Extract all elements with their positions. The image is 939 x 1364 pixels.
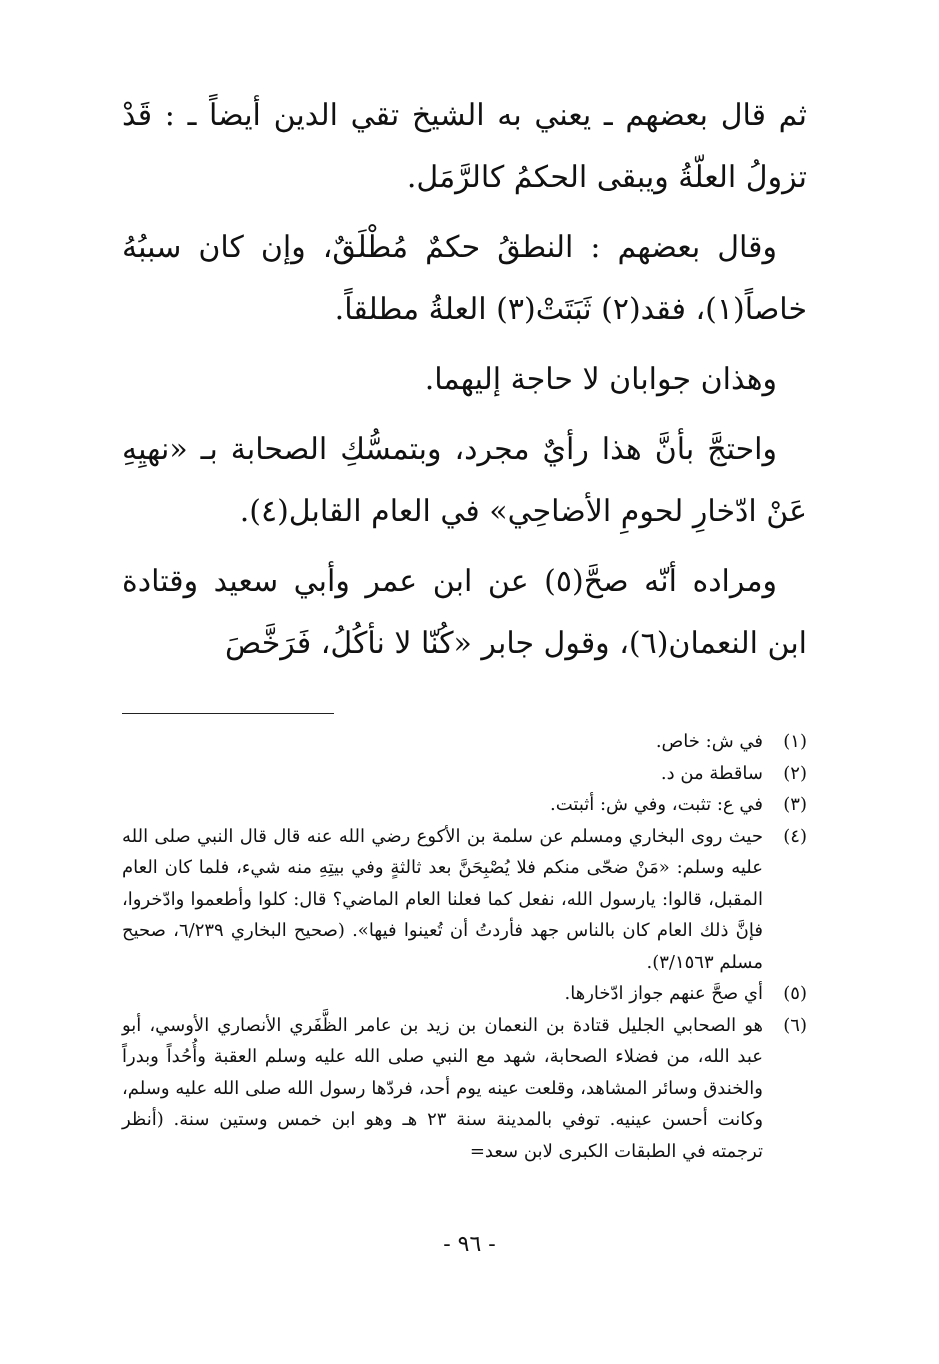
footnote-text: في ش: خاص. bbox=[655, 731, 763, 752]
footnote-number: (٤) bbox=[783, 825, 807, 847]
paragraph-4: واحتجَّ بأنَّ هذا رأيٌ مجرد، وبتمسُّكِ الصحابة بـ «نهيِهِ عَنْ ادّخارِ لحومِ الأضاحِي» في العام القابل(٤). bbox=[122, 432, 807, 529]
footnote-4 bbox=[122, 821, 807, 979]
main-text bbox=[122, 85, 807, 675]
footnote-text: ساقطة من د. bbox=[660, 762, 763, 784]
footnote-separator-wrap bbox=[122, 683, 807, 726]
paragraph-3: وهذان جوابان لا حاجة إليهما. bbox=[424, 362, 777, 397]
footnote-separator bbox=[122, 713, 334, 714]
paragraph-1: ثم قال بعضهم ـ يعني به الشيخ تقي الدين أيضاً ـ : قَدْ تزولُ العلّةُ ويبقى الحكمُ كالرَّمَل. bbox=[122, 98, 807, 195]
footnote-text: في ع: تثبت، وفي ش: أثبتت. bbox=[550, 794, 763, 815]
footnote-2 bbox=[122, 758, 807, 790]
footnote-3 bbox=[122, 789, 807, 821]
paragraph-5: ومراده أنّه صحَّ(٥) عن ابن عمر وأبي سعيد وقتادة ابن النعمان(٦)، وقول جابر «كُنّا لا نأكُلُ، فَرَخَّصَ bbox=[122, 564, 807, 661]
footnote-number: (٦) bbox=[783, 1014, 807, 1036]
footnote-number: (٥) bbox=[783, 983, 807, 1004]
footnote-text: هو الصحابي الجليل قتادة بن النعمان بن زيد بن عامر الظَّفَري الأنصاري الأوسي، أبو عبد الله، من فضلاء الصحابة، شهد مع النبي صلى الله عليه وسلم العقبة وأُحُداً وبدراً والخندق وسائر المشاهد، وقلعت عينه يوم أحد، فردّها رسول الله صلى الله عليه وسلم، وكانت أحسن عينيه. توفي بالمدينة سنة ٢٣ هـ وهو ابن خمس وستين سنة. (أنظر ترجمته في الطبقات الكبرى لابن سعد= bbox=[122, 1014, 764, 1162]
footnote-text: حيث روى البخاري ومسلم عن سلمة بن الأكوع رضي الله عنه قال قال النبي صلى الله عليه وسلم: «مَنْ ضحّى منكم فلا يُصْبِحَنَّ بعد ثالثةٍ وفي بيتِهِ منه شيء، فلما كان العام المقبل، قالوا: يارسول الله، نفعل كما فعلنا العام الماضي؟ قال: كلوا وأطعموا وادّخروا، فإنَّ ذلك العام كان بالناس جهد فأردتُ أن تُعينوا فيها». (صحيح البخاري ٦/٢٣٩، صحيح مسلم ٣/١٥٦٣). bbox=[122, 825, 763, 973]
page-number: - ٩٦ - bbox=[443, 1232, 496, 1257]
footnote-number: (٣) bbox=[783, 794, 807, 815]
footnote-1 bbox=[122, 726, 807, 758]
paragraph-2: وقال بعضهم : النطقُ حكمٌ مُطْلَقٌ، وإن كان سببُهُ خاصاً(١)، فقد(٢) ثَبَتَتْ(٣) العلةُ مطلقاً. bbox=[122, 230, 807, 327]
footnote-number: (٢) bbox=[783, 762, 807, 784]
footnotes bbox=[122, 726, 807, 1167]
footnote-5 bbox=[122, 978, 807, 1010]
footnote-6 bbox=[122, 1010, 807, 1168]
footnote-text: أي صحَّ عنهم جواز ادّخارها. bbox=[564, 983, 763, 1004]
footnote-number: (١) bbox=[783, 731, 807, 752]
